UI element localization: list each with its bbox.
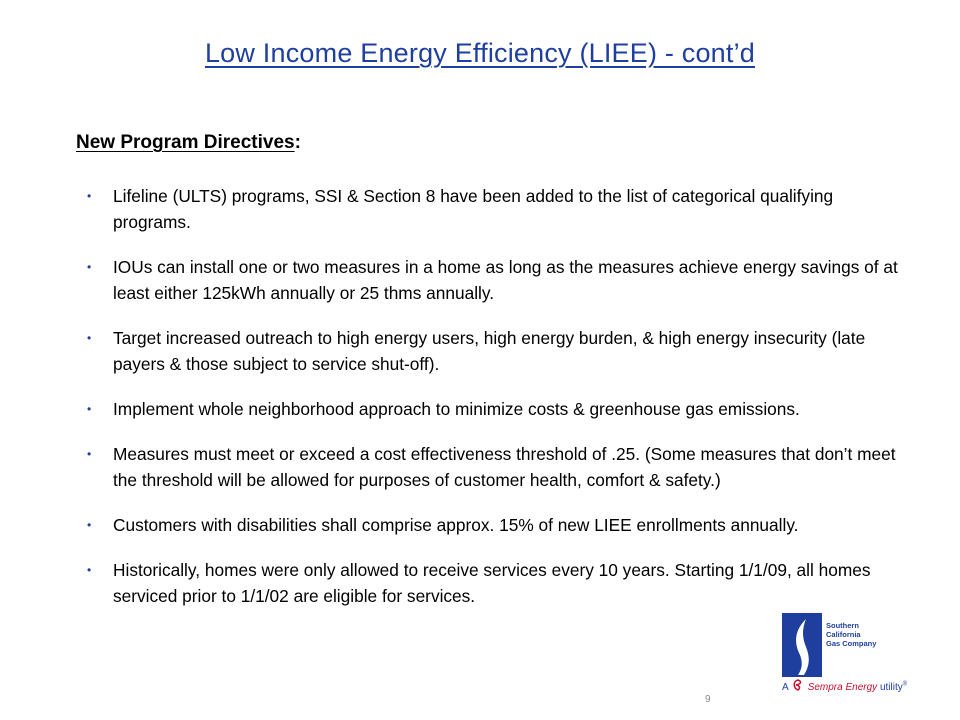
list-item	[82, 512, 902, 538]
section-heading	[76, 132, 301, 154]
bullet-icon: •	[87, 402, 92, 416]
bullet-icon: •	[87, 563, 92, 577]
slide-title: Low Income Energy Efficiency (LIEE) - cont’d	[204, 38, 756, 68]
bullet-icon: •	[87, 518, 92, 532]
list-item	[82, 254, 902, 306]
list-item	[82, 325, 902, 377]
section-heading-text: New Program Directives	[76, 132, 295, 153]
list-item-text: Measures must meet or exceed a cost effectiveness threshold of .25. (Some measures that don’t meet the threshold will be allowed for purposes of customer health, comfort & safety.)	[113, 444, 896, 490]
list-item-text: Target increased outreach to high energy users, high energy burden, & high energy insecurity (late payers & those subject to service shut-off).	[113, 328, 866, 374]
bullet-icon: •	[87, 260, 92, 274]
list-item-text: IOUs can install one or two measures in a home as long as the measures achieve energy savings of at least either 125kWh annually or 25 thms annually.	[113, 257, 898, 303]
list-item-text: Customers with disabilities shall comprise approx. 15% of new LIEE enrollments annually.	[113, 515, 799, 535]
list-item	[82, 396, 902, 422]
bullet-icon: •	[87, 189, 92, 203]
list-item	[82, 557, 902, 609]
list-item-text: Historically, homes were only allowed to receive services every 10 years. Starting 1/1/09, all homes serviced prior to 1/1/02 are eligible for services.	[113, 560, 871, 606]
list-item-text: Implement whole neighborhood approach to minimize costs & greenhouse gas emissions.	[113, 399, 800, 419]
logo-company-name: Southern California Gas Company	[826, 621, 877, 648]
bullet-icon: •	[87, 447, 92, 461]
page-number: 9	[705, 694, 711, 705]
directives-list	[82, 183, 902, 628]
flame-icon	[782, 613, 822, 677]
list-item	[82, 441, 902, 493]
sempra-logo-icon	[791, 679, 805, 691]
socalgas-logo	[782, 613, 932, 693]
section-heading-colon: :	[294, 132, 301, 153]
logo-tagline: A Sempra Energy utility®	[782, 679, 907, 693]
list-item-text: Lifeline (ULTS) programs, SSI & Section 8 have been added to the list of categorical qualifying programs.	[113, 186, 834, 232]
bullet-icon: •	[87, 331, 92, 345]
list-item	[82, 183, 902, 235]
